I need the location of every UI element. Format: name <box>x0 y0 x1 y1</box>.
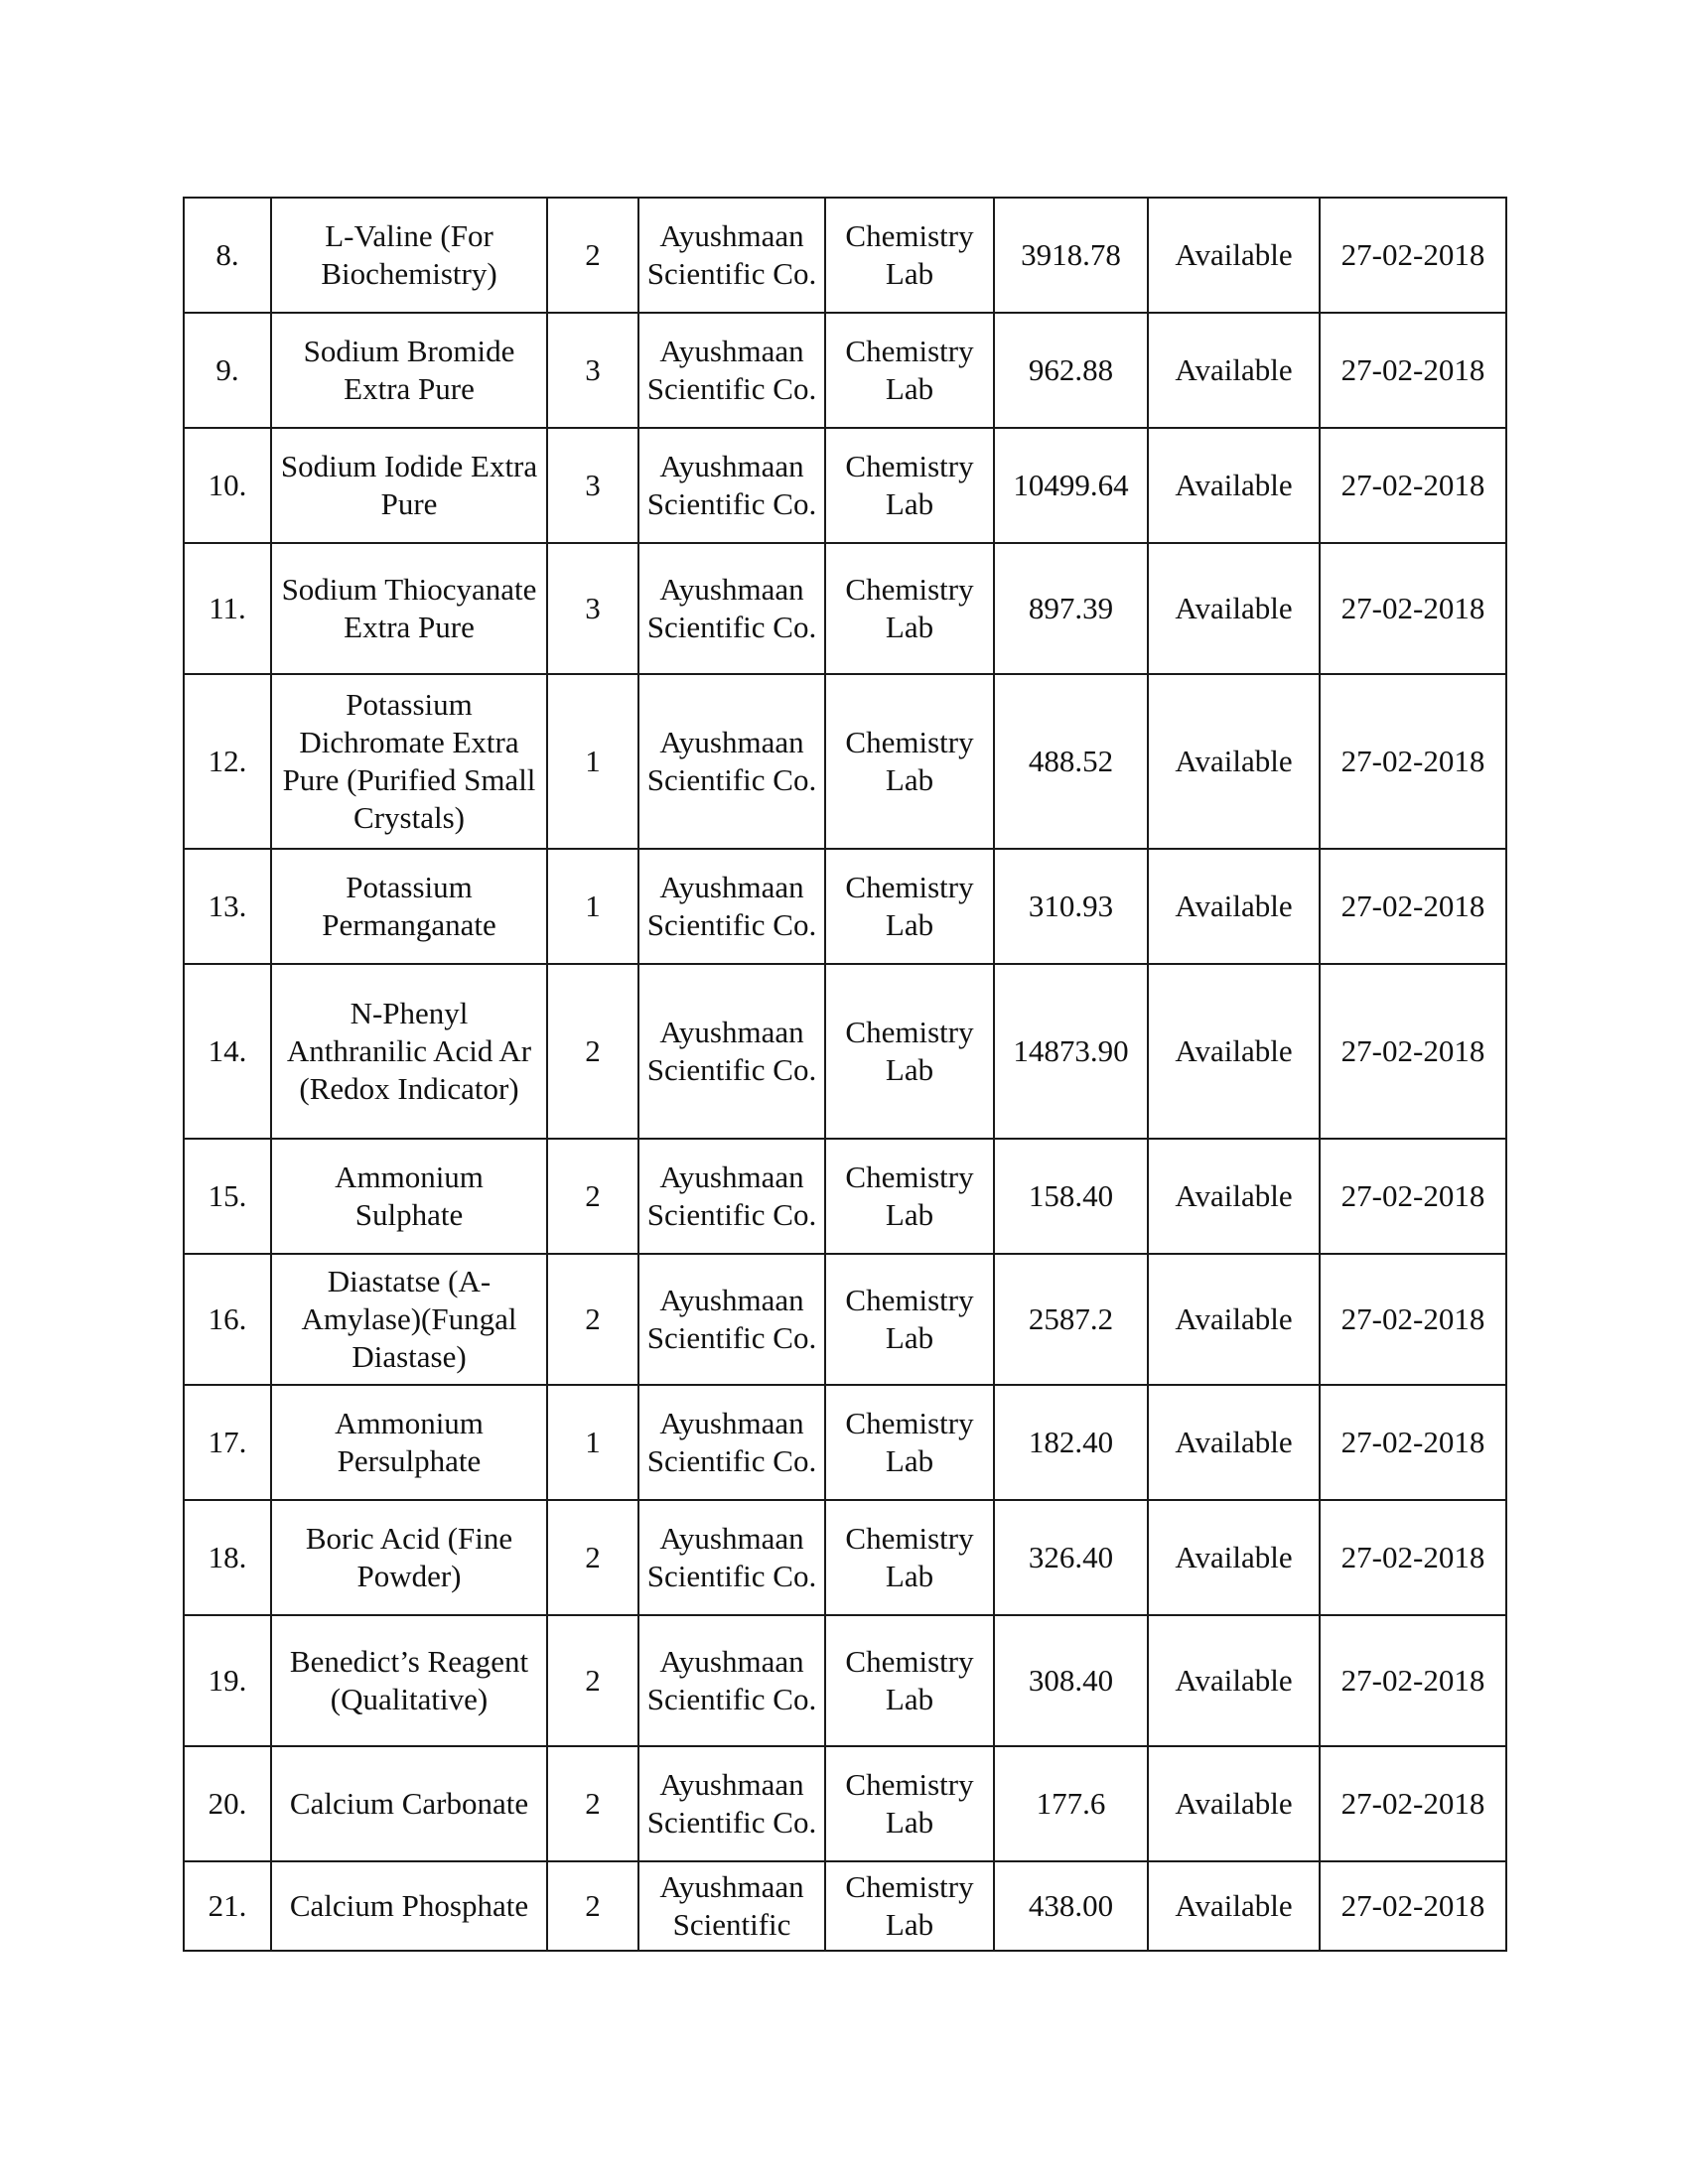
inventory-table <box>183 197 1507 1952</box>
date-cell: 27-02-2018 <box>1320 313 1506 428</box>
amount-cell: 308.40 <box>994 1615 1148 1746</box>
status-cell: Available <box>1148 849 1320 964</box>
quantity-cell: 2 <box>547 1254 638 1385</box>
department-cell: Chemistry Lab <box>825 198 994 313</box>
department-cell: Chemistry Lab <box>825 674 994 849</box>
department-cell: Chemistry Lab <box>825 1746 994 1861</box>
date-cell: 27-02-2018 <box>1320 1385 1506 1500</box>
serial-number-cell: 15. <box>184 1139 271 1254</box>
amount-cell: 2587.2 <box>994 1254 1148 1385</box>
date-cell: 27-02-2018 <box>1320 849 1506 964</box>
table-row <box>184 1615 1506 1746</box>
serial-number-cell: 18. <box>184 1500 271 1615</box>
status-cell: Available <box>1148 313 1320 428</box>
supplier-cell: Ayushmaan Scientific Co. <box>638 849 825 964</box>
date-cell: 27-02-2018 <box>1320 198 1506 313</box>
quantity-cell: 3 <box>547 313 638 428</box>
serial-number-cell: 19. <box>184 1615 271 1746</box>
table-row <box>184 1500 1506 1615</box>
item-name-cell: Sodium Iodide Extra Pure <box>271 428 547 543</box>
table-row <box>184 428 1506 543</box>
quantity-cell: 1 <box>547 1385 638 1500</box>
serial-number-cell: 17. <box>184 1385 271 1500</box>
department-cell: Chemistry Lab <box>825 1500 994 1615</box>
department-cell: Chemistry Lab <box>825 313 994 428</box>
status-cell: Available <box>1148 1139 1320 1254</box>
status-cell: Available <box>1148 198 1320 313</box>
amount-cell: 962.88 <box>994 313 1148 428</box>
supplier-cell: Ayushmaan Scientific Co. <box>638 1385 825 1500</box>
item-name-cell: Calcium Carbonate <box>271 1746 547 1861</box>
supplier-cell: Ayushmaan Scientific Co. <box>638 1500 825 1615</box>
department-cell: Chemistry Lab <box>825 1254 994 1385</box>
quantity-cell: 2 <box>547 1615 638 1746</box>
serial-number-cell: 8. <box>184 198 271 313</box>
table-row <box>184 1254 1506 1385</box>
department-cell: Chemistry Lab <box>825 1139 994 1254</box>
supplier-cell: Ayushmaan Scientific Co. <box>638 964 825 1139</box>
item-name-cell: Sodium Thiocyanate Extra Pure <box>271 543 547 674</box>
serial-number-cell: 9. <box>184 313 271 428</box>
date-cell: 27-02-2018 <box>1320 1139 1506 1254</box>
date-cell: 27-02-2018 <box>1320 1254 1506 1385</box>
serial-number-cell: 12. <box>184 674 271 849</box>
amount-cell: 310.93 <box>994 849 1148 964</box>
item-name-cell: N-Phenyl Anthranilic Acid Ar (Redox Indicator) <box>271 964 547 1139</box>
status-cell: Available <box>1148 1746 1320 1861</box>
item-name-cell: Benedict’s Reagent (Qualitative) <box>271 1615 547 1746</box>
quantity-cell: 2 <box>547 198 638 313</box>
amount-cell: 326.40 <box>994 1500 1148 1615</box>
supplier-cell: Ayushmaan Scientific Co. <box>638 543 825 674</box>
serial-number-cell: 14. <box>184 964 271 1139</box>
serial-number-cell: 16. <box>184 1254 271 1385</box>
amount-cell: 177.6 <box>994 1746 1148 1861</box>
status-cell: Available <box>1148 428 1320 543</box>
item-name-cell: Sodium Bromide Extra Pure <box>271 313 547 428</box>
item-name-cell: Ammonium Sulphate <box>271 1139 547 1254</box>
table-row <box>184 964 1506 1139</box>
quantity-cell: 2 <box>547 1139 638 1254</box>
serial-number-cell: 20. <box>184 1746 271 1861</box>
table-row <box>184 313 1506 428</box>
item-name-cell: L-Valine (For Biochemistry) <box>271 198 547 313</box>
department-cell: Chemistry Lab <box>825 1385 994 1500</box>
date-cell: 27-02-2018 <box>1320 1500 1506 1615</box>
quantity-cell: 3 <box>547 428 638 543</box>
amount-cell: 158.40 <box>994 1139 1148 1254</box>
table-row <box>184 1385 1506 1500</box>
table-row <box>184 1746 1506 1861</box>
status-cell: Available <box>1148 964 1320 1139</box>
item-name-cell: Potassium Permanganate <box>271 849 547 964</box>
item-name-cell: Ammonium Persulphate <box>271 1385 547 1500</box>
supplier-cell: Ayushmaan Scientific <box>638 1861 825 1951</box>
status-cell: Available <box>1148 1861 1320 1951</box>
department-cell: Chemistry Lab <box>825 1615 994 1746</box>
date-cell: 27-02-2018 <box>1320 1861 1506 1951</box>
serial-number-cell: 13. <box>184 849 271 964</box>
amount-cell: 14873.90 <box>994 964 1148 1139</box>
amount-cell: 488.52 <box>994 674 1148 849</box>
amount-cell: 438.00 <box>994 1861 1148 1951</box>
quantity-cell: 2 <box>547 1861 638 1951</box>
date-cell: 27-02-2018 <box>1320 543 1506 674</box>
supplier-cell: Ayushmaan Scientific Co. <box>638 428 825 543</box>
date-cell: 27-02-2018 <box>1320 964 1506 1139</box>
date-cell: 27-02-2018 <box>1320 674 1506 849</box>
date-cell: 27-02-2018 <box>1320 1746 1506 1861</box>
department-cell: Chemistry Lab <box>825 1861 994 1951</box>
inventory-table-body <box>184 198 1506 1951</box>
table-row <box>184 198 1506 313</box>
supplier-cell: Ayushmaan Scientific Co. <box>638 1254 825 1385</box>
quantity-cell: 2 <box>547 1746 638 1861</box>
department-cell: Chemistry Lab <box>825 428 994 543</box>
status-cell: Available <box>1148 1385 1320 1500</box>
status-cell: Available <box>1148 1500 1320 1615</box>
amount-cell: 182.40 <box>994 1385 1148 1500</box>
serial-number-cell: 21. <box>184 1861 271 1951</box>
status-cell: Available <box>1148 1615 1320 1746</box>
status-cell: Available <box>1148 674 1320 849</box>
quantity-cell: 1 <box>547 849 638 964</box>
serial-number-cell: 10. <box>184 428 271 543</box>
serial-number-cell: 11. <box>184 543 271 674</box>
amount-cell: 897.39 <box>994 543 1148 674</box>
department-cell: Chemistry Lab <box>825 849 994 964</box>
table-row <box>184 1139 1506 1254</box>
item-name-cell: Calcium Phosphate <box>271 1861 547 1951</box>
amount-cell: 3918.78 <box>994 198 1148 313</box>
table-row <box>184 543 1506 674</box>
item-name-cell: Diastatse (A-Amylase)(Fungal Diastase) <box>271 1254 547 1385</box>
quantity-cell: 1 <box>547 674 638 849</box>
quantity-cell: 3 <box>547 543 638 674</box>
supplier-cell: Ayushmaan Scientific Co. <box>638 1615 825 1746</box>
item-name-cell: Potassium Dichromate Extra Pure (Purified Small Crystals) <box>271 674 547 849</box>
supplier-cell: Ayushmaan Scientific Co. <box>638 674 825 849</box>
quantity-cell: 2 <box>547 1500 638 1615</box>
date-cell: 27-02-2018 <box>1320 1615 1506 1746</box>
quantity-cell: 2 <box>547 964 638 1139</box>
status-cell: Available <box>1148 1254 1320 1385</box>
table-row <box>184 849 1506 964</box>
item-name-cell: Boric Acid (Fine Powder) <box>271 1500 547 1615</box>
department-cell: Chemistry Lab <box>825 543 994 674</box>
supplier-cell: Ayushmaan Scientific Co. <box>638 1746 825 1861</box>
department-cell: Chemistry Lab <box>825 964 994 1139</box>
amount-cell: 10499.64 <box>994 428 1148 543</box>
supplier-cell: Ayushmaan Scientific Co. <box>638 1139 825 1254</box>
supplier-cell: Ayushmaan Scientific Co. <box>638 313 825 428</box>
table-row <box>184 1861 1506 1951</box>
date-cell: 27-02-2018 <box>1320 428 1506 543</box>
supplier-cell: Ayushmaan Scientific Co. <box>638 198 825 313</box>
status-cell: Available <box>1148 543 1320 674</box>
table-row <box>184 674 1506 849</box>
